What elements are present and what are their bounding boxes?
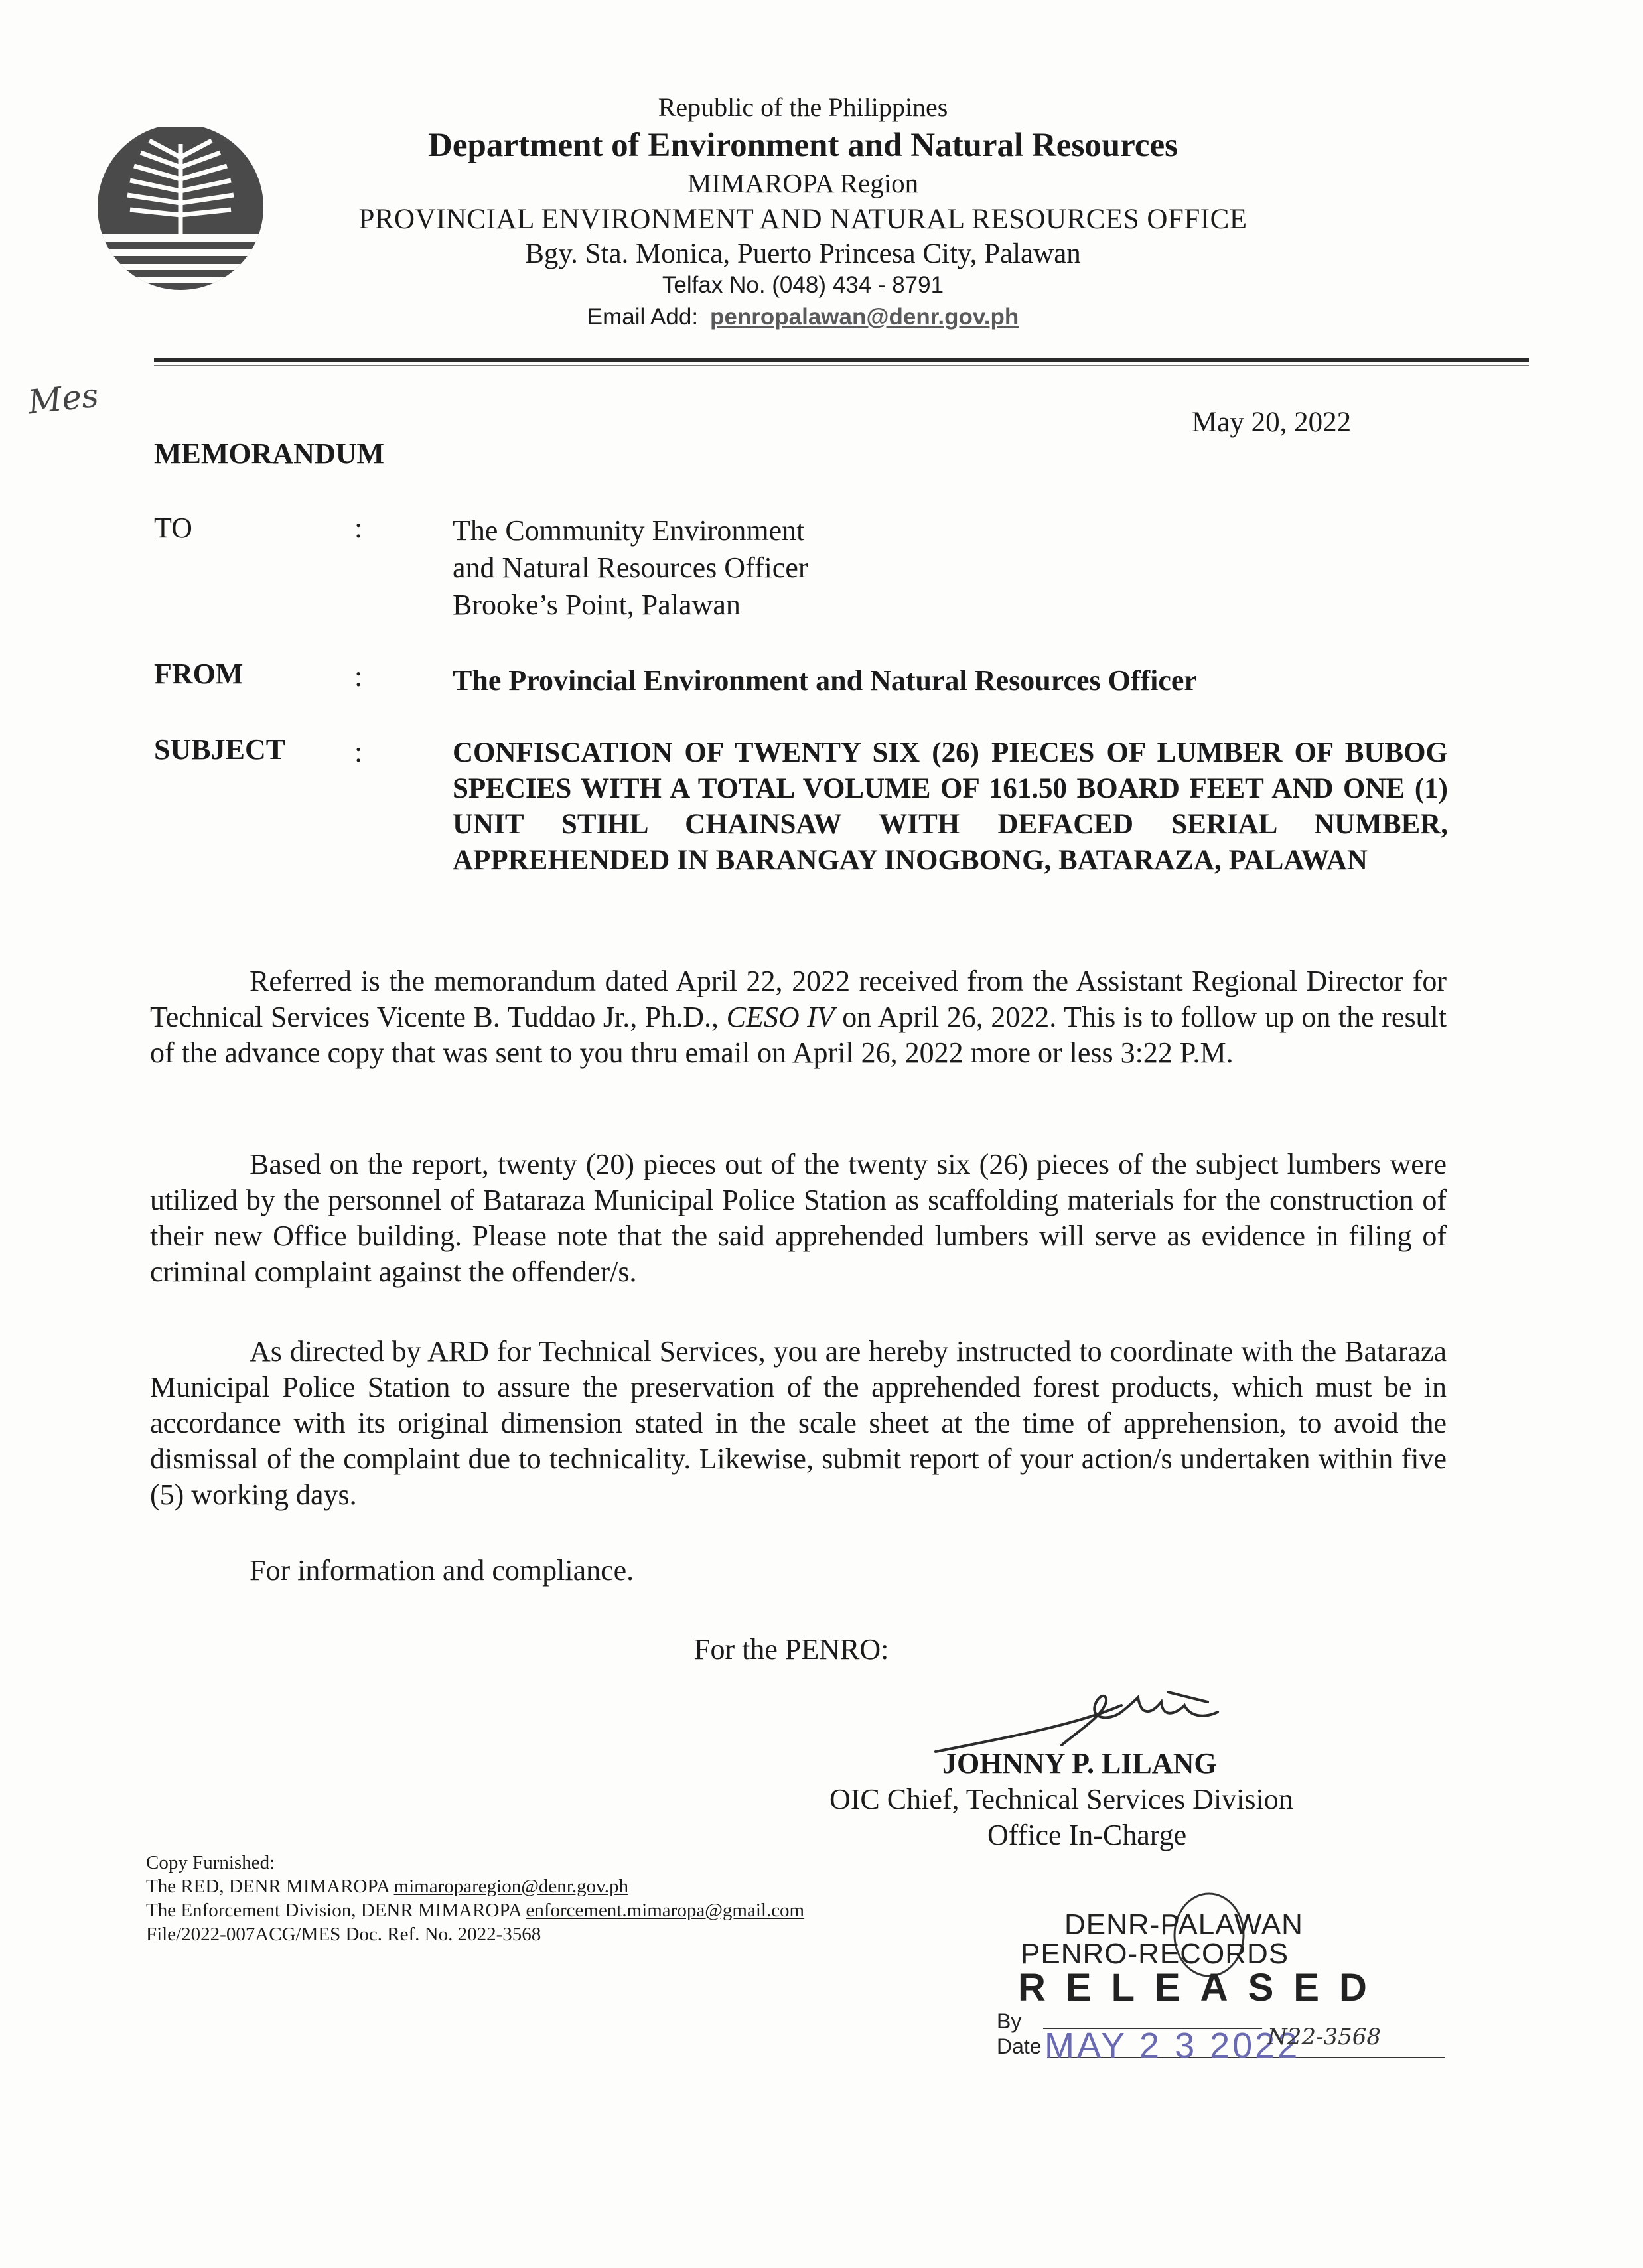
copy-furnished-line-1: [146, 1875, 628, 1898]
for-penro: For the PENRO:: [694, 1633, 889, 1666]
handwritten-initials: Mes: [26, 376, 101, 422]
stamp-records: PENRO-RECORDS: [1021, 1938, 1289, 1970]
to-line-3: Brooke’s Point, Palawan: [453, 589, 741, 621]
subject-value: CONFISCATION OF TWENTY SIX (26) PIECES OF LUMBER OF BUBOG SPECIES WITH A TOTAL VOLUME OF 161.50 BOARD FEET AND ONE (1) UNIT STIHL CHAINSAW WITH DEFACED SERIAL NUMBER, APPREHENDED IN BARANGAY INOGBONG, BATARAZA, PALAWAN: [453, 737, 1448, 876]
copy-furnished-label: Copy Furnished:: [146, 1852, 275, 1873]
from-value: The Provincial Environment and Natural Resources Officer: [453, 664, 1197, 697]
header-rule: [154, 358, 1529, 362]
header-department: Department of Environment and Natural Resources: [428, 127, 1178, 164]
header-office: PROVINCIAL ENVIRONMENT AND NATURAL RESOURCES OFFICE: [358, 204, 1248, 235]
cf2-text: The Enforcement Division, DENR MIMAROPA: [146, 1900, 526, 1921]
p1-text-a: Referred is the memorandum dated April 22, 2022 received from the Assistant Regional Director for Technical Services Vicente B. Tuddao Jr., Ph.D.,: [150, 965, 1447, 1033]
stamp-by-label: By: [997, 2009, 1022, 2033]
from-colon: :: [354, 660, 363, 693]
signer-title: OIC Chief, Technical Services Division: [829, 1783, 1293, 1815]
copy-furnished-file-ref: File/2022-007ACG/MES Doc. Ref. No. 2022-3568: [146, 1924, 541, 1945]
stamp-office: DENR-PALAWAN: [1064, 1908, 1303, 1941]
stamp-doc-ref: N22-3568: [1267, 2024, 1382, 2050]
header-email-line: [319, 304, 1287, 330]
cf1-email-link[interactable]: mimaroparegion@denr.gov.ph: [393, 1876, 628, 1897]
stamp-status: RELEASED: [1018, 1966, 1387, 2009]
copy-furnished-line-2: [146, 1899, 804, 1922]
signer-name: JOHNNY P. LILANG: [942, 1747, 1217, 1780]
header-republic: Republic of the Philippines: [658, 92, 948, 122]
from-label: FROM: [154, 658, 244, 690]
to-value: [453, 512, 808, 624]
to-line-1: The Community Environment: [453, 514, 805, 547]
subject-colon: :: [354, 736, 363, 768]
email-label: Email Add:: [587, 304, 699, 330]
p1-italic: CESO IV: [726, 1001, 835, 1033]
header-rule-thin: [154, 365, 1529, 366]
body-paragraph-2: Based on the report, twenty (20) pieces out of the twenty six (26) pieces of the subject lumbers were utilized by the personnel of Bataraza Municipal Police Station as scaffolding materials for the construction of their new Office building. Please note that the said apprehended lumbers will serve as evidence in filing of criminal complaint against the offender/s.: [150, 1148, 1447, 1288]
stamp-date-value: MAY 2 3 2022: [1044, 2026, 1301, 2066]
header-telfax: Telfax No. (048) 434 - 8791: [662, 272, 944, 298]
to-colon: :: [354, 512, 363, 544]
header-region: MIMAROPA Region: [687, 168, 919, 198]
body-paragraph-4: For information and compliance.: [250, 1554, 634, 1587]
subject-label: SUBJECT: [154, 733, 286, 766]
cf1-text: The RED, DENR MIMAROPA: [146, 1876, 394, 1897]
header-address: Bgy. Sta. Monica, Puerto Princesa City, Palawan: [525, 238, 1081, 269]
header-email-link[interactable]: penropalawan@denr.gov.ph: [710, 304, 1019, 330]
p1-text-b: on April 26, 2022. This is to follow up on the result of the advance copy that was sent to you thru email on April 26, 2022 more or less 3:22 P.M.: [150, 1001, 1447, 1069]
signer-office: Office In-Charge: [987, 1819, 1187, 1851]
body-paragraph-3: As directed by ARD for Technical Services, you are hereby instructed to coordinate with the Bataraza Municipal Police Station to assure the preservation of the apprehended forest products, which must be in accordance with its original dimension stated in the scale sheet at the time of apprehension, to avoid the dismissal of the complaint due to technicality. Likewise, submit report of your action/s undertaken within five (5) working days.: [150, 1335, 1447, 1511]
to-label: TO: [154, 512, 192, 544]
memo-date: May 20, 2022: [1192, 407, 1352, 438]
body-paragraph-1: [150, 963, 1447, 1071]
stamp-date-label: Date: [997, 2034, 1042, 2058]
cf2-email-link[interactable]: enforcement.mimaropa@gmail.com: [526, 1900, 805, 1921]
memo-title: MEMORANDUM: [154, 437, 385, 470]
denr-logo: [86, 127, 275, 307]
to-line-2: and Natural Resources Officer: [453, 551, 808, 584]
